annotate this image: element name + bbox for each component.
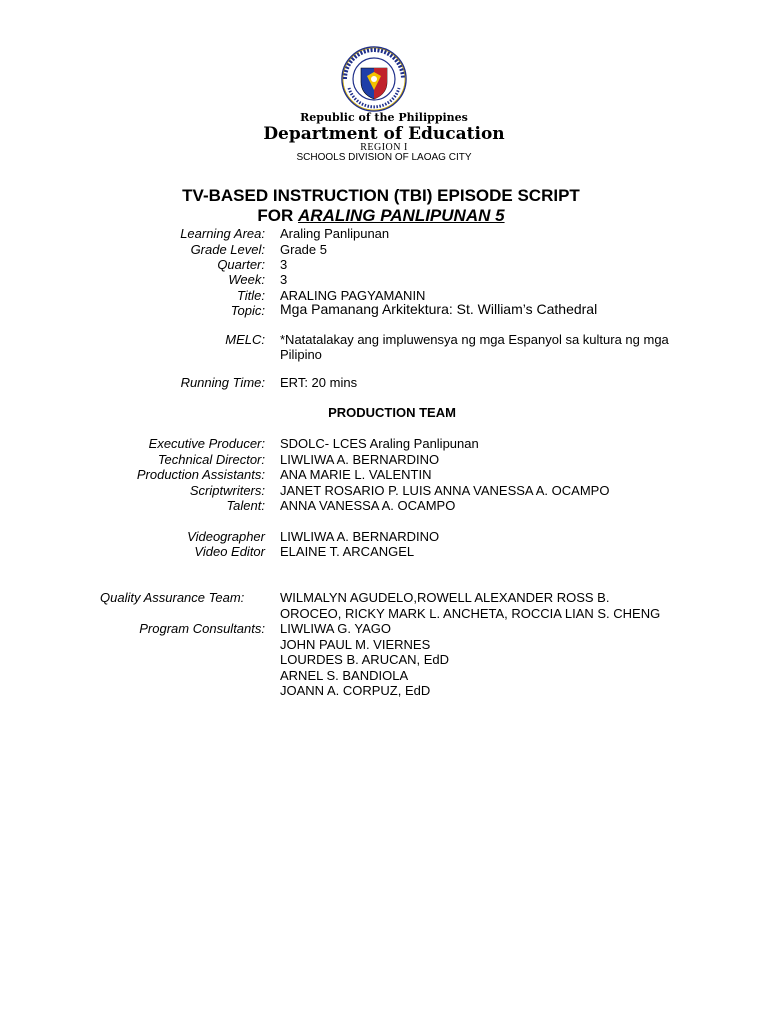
executive-producer-value: SDOLC- LCES Araling Panlipunan bbox=[280, 436, 479, 451]
week-value: 3 bbox=[280, 272, 288, 287]
talent-label: Talent: bbox=[226, 498, 265, 513]
technical-director-value: LIWLIWA A. BERNARDINO bbox=[280, 452, 440, 467]
topic-value: Mga Pamanang Arkitektura: St. William’s Cathedral bbox=[280, 301, 598, 317]
production-assistants-label: Production Assistants: bbox=[136, 467, 265, 482]
title-value: ARALING PAGYAMANIN bbox=[280, 288, 426, 303]
topic-label: Topic: bbox=[230, 303, 265, 318]
consultant-name: LOURDES B. ARUCAN, EdD bbox=[280, 652, 450, 667]
running-time-value: ERT: 20 mins bbox=[280, 375, 358, 390]
production-assistants-value: ANA MARIE L. VALENTIN bbox=[280, 467, 432, 482]
grade-level-value: Grade 5 bbox=[280, 242, 327, 257]
video-editor-label: Video Editor bbox=[194, 544, 265, 559]
learning-area-value: Araling Panlipunan bbox=[280, 226, 390, 241]
scriptwriters-label: Scriptwriters: bbox=[189, 483, 265, 498]
quality-assurance-label: Quality Assurance Team: bbox=[100, 590, 245, 605]
consultant-name: LIWLIWA G. YAGO bbox=[280, 621, 392, 636]
videographer-label: Videographer bbox=[187, 529, 265, 544]
executive-producer-label: Executive Producer: bbox=[148, 436, 265, 451]
grade-level-label: Grade Level: bbox=[190, 242, 265, 257]
running-time-label: Running Time: bbox=[180, 375, 265, 390]
quality-assurance-line-2: OROCEO, RICKY MARK L. ANCHETA, ROCCIA LIAN S. CHENG bbox=[280, 606, 661, 621]
learning-area-label: Learning Area: bbox=[180, 226, 265, 241]
melc-label: MELC: bbox=[225, 332, 265, 347]
region-heading: REGION I bbox=[360, 142, 408, 153]
video-editor-value: ELAINE T. ARCANGEL bbox=[280, 544, 415, 559]
scriptwriters-value: JANET ROSARIO P. LUIS ANNA VANESSA A. OCAMPO bbox=[280, 483, 610, 498]
document-title: TV-BASED INSTRUCTION (TBI) EPISODE SCRIPT bbox=[182, 186, 580, 205]
week-label: Week: bbox=[228, 272, 265, 287]
consultant-name: JOHN PAUL M. VIERNES bbox=[280, 637, 431, 652]
document-subtitle bbox=[0, 206, 762, 226]
quarter-label: Quarter: bbox=[217, 257, 265, 272]
program-consultants-label: Program Consultants: bbox=[139, 621, 265, 636]
videographer-value: LIWLIWA A. BERNARDINO bbox=[280, 529, 440, 544]
talent-value: ANNA VANESSA A. OCAMPO bbox=[280, 498, 456, 513]
republic-heading: Republic of the Philippines bbox=[300, 111, 468, 124]
technical-director-label: Technical Director: bbox=[157, 452, 265, 467]
title-label: Title: bbox=[236, 288, 265, 303]
consultant-name: JOANN A. CORPUZ, EdD bbox=[280, 683, 431, 698]
quality-assurance-line-1: WILMALYN AGUDELO,ROWELL ALEXANDER ROSS B. bbox=[280, 590, 610, 605]
quarter-value: 3 bbox=[280, 257, 288, 272]
melc-value: *Natatalakay ang impluwensya ng mga Espanyol sa kultura ng mga Pilipino bbox=[280, 332, 669, 362]
division-heading: SCHOOLS DIVISION OF LAOAG CITY bbox=[296, 152, 472, 163]
subtitle-prefix: FOR bbox=[257, 206, 299, 225]
subject-name: ARALING PANLIPUNAN 5 bbox=[298, 206, 505, 225]
production-team-heading: PRODUCTION TEAM bbox=[328, 405, 456, 420]
department-heading: Department of Education bbox=[263, 124, 505, 144]
deped-seal bbox=[341, 46, 407, 112]
consultant-name: ARNEL S. BANDIOLA bbox=[280, 668, 409, 683]
